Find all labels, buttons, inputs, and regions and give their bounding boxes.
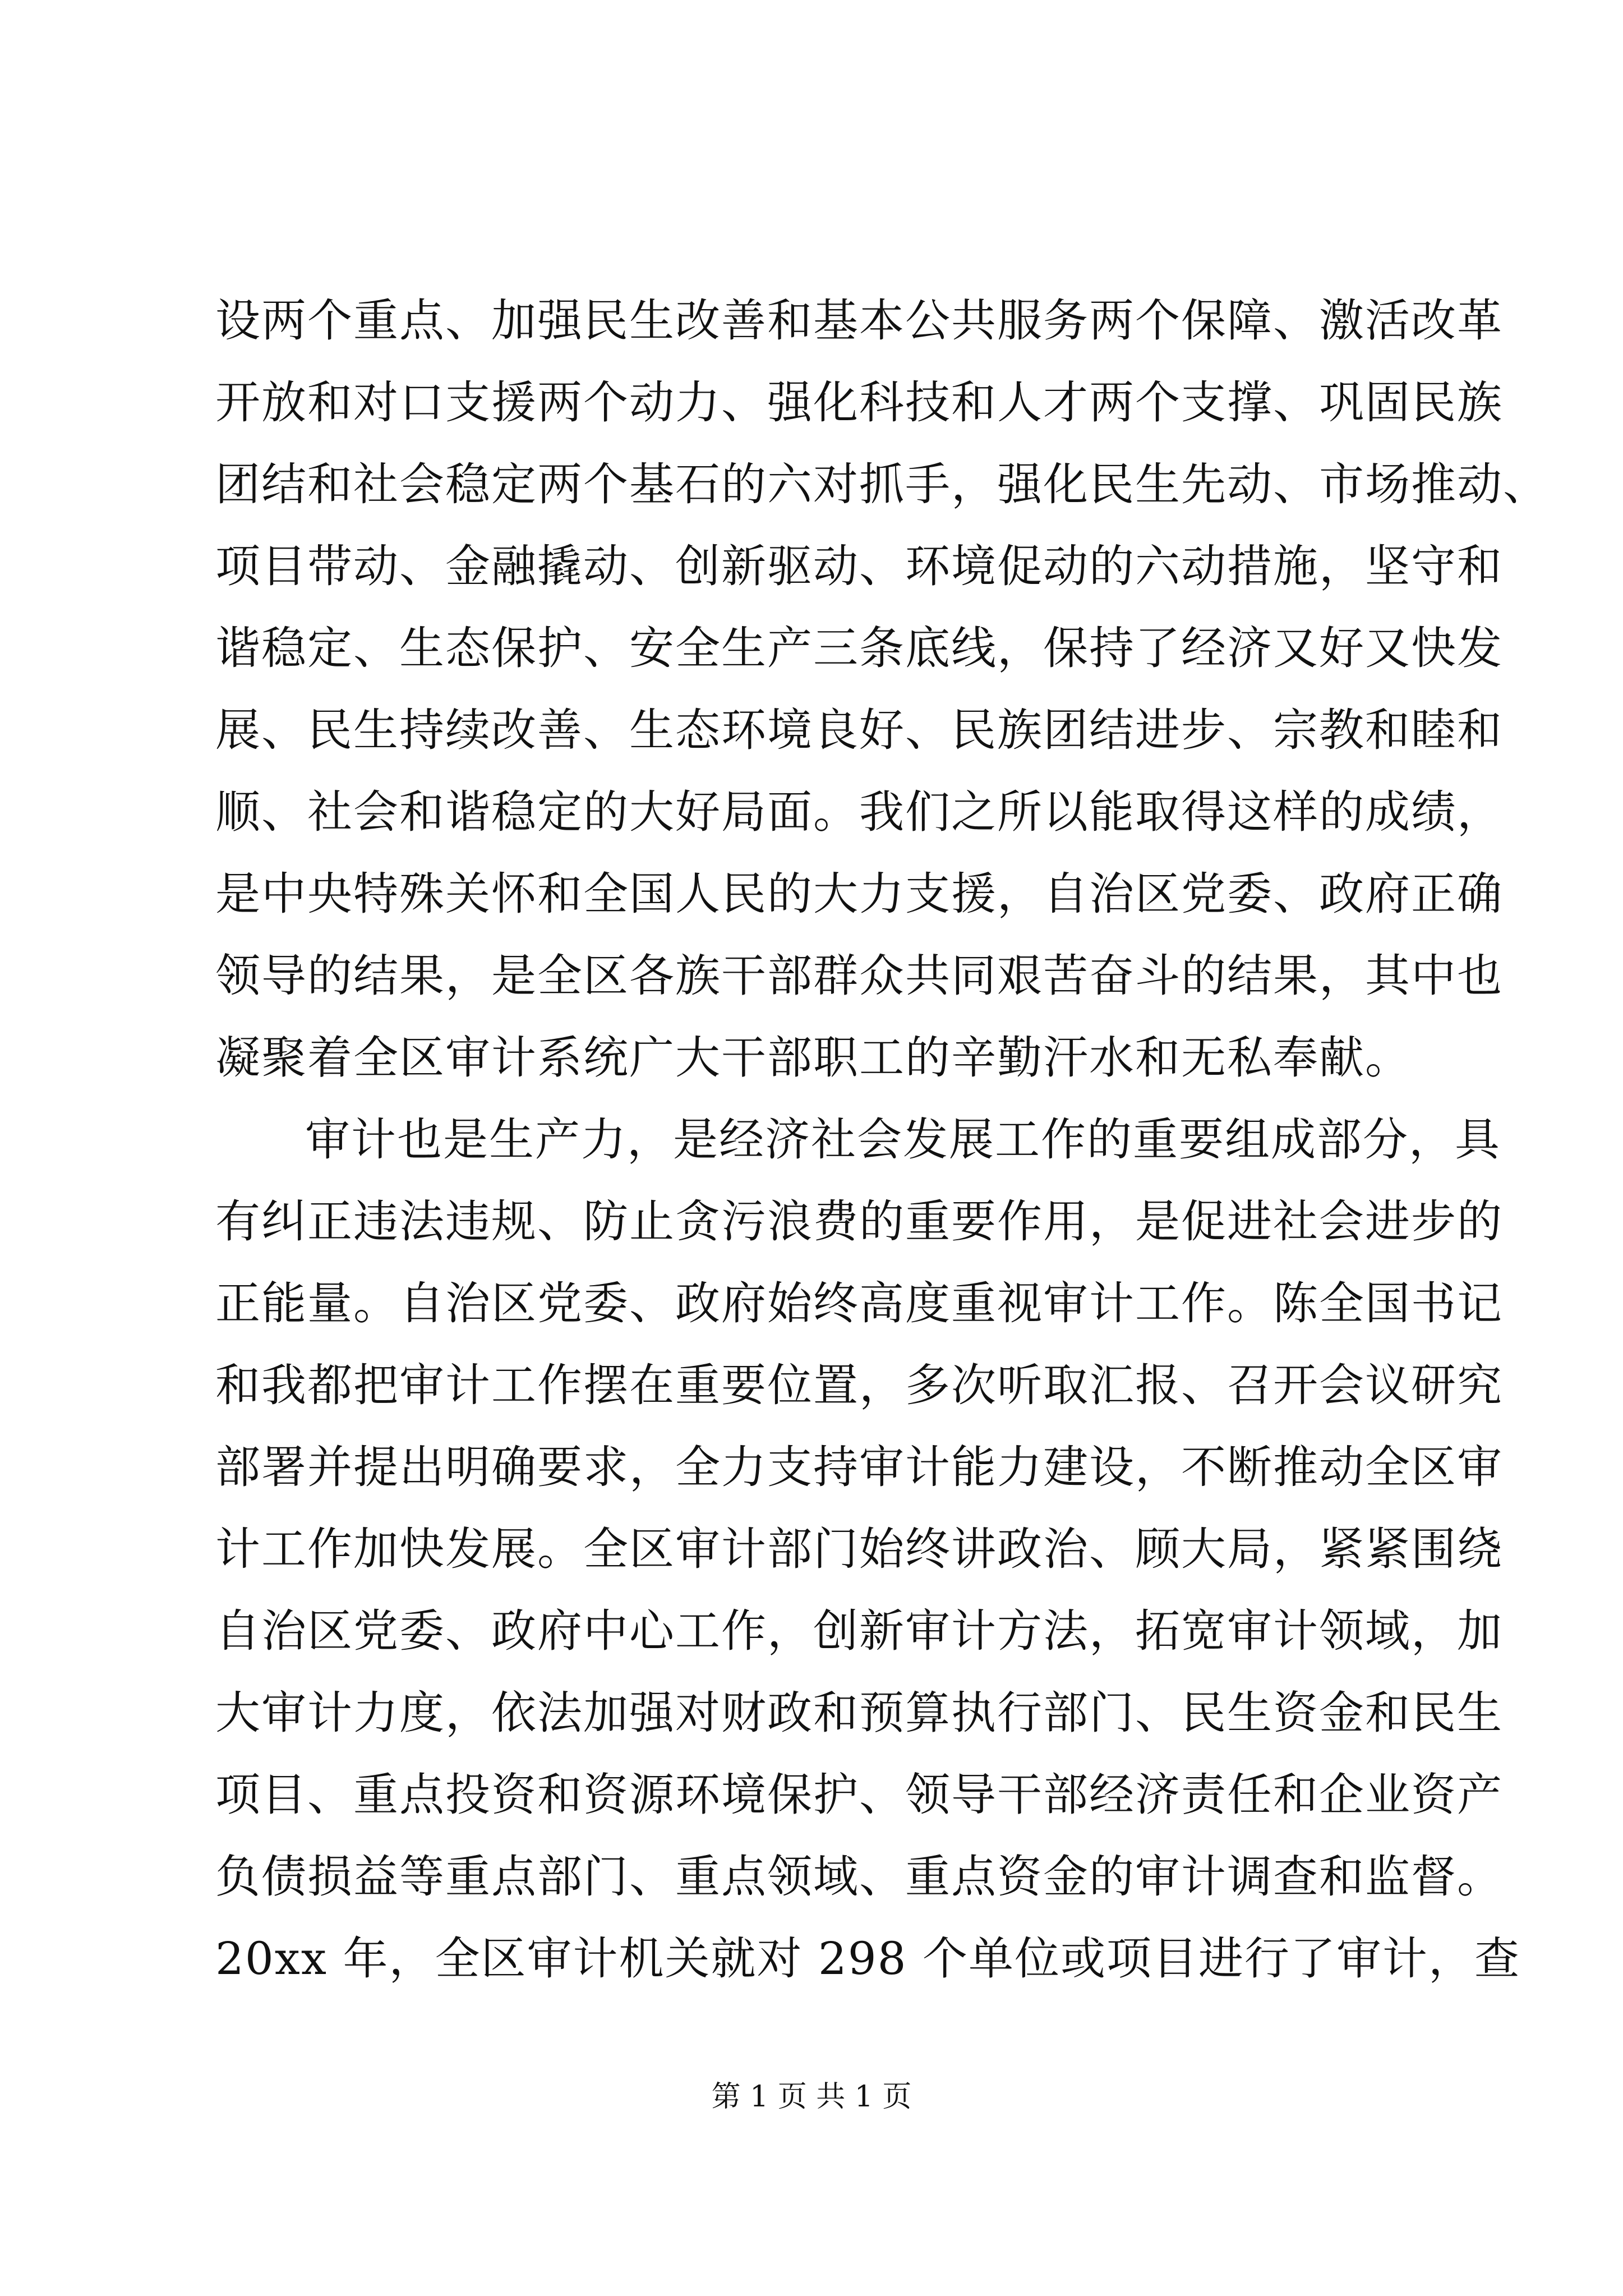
text-line: 20xx 年，全区审计机关就对 298 个单位或项目进行了审计，查 [215,1932,1521,1985]
text-line: 项目、重点投资和资源环境保护、领导干部经济责任和企业资产 [215,1769,1503,1821]
text-line: 正能量。自治区党委、政府始终高度重视审计工作。陈全国书记 [215,1277,1503,1329]
text-line: 有纠正违法违规、防止贪污浪费的重要作用，是促进社会进步的 [215,1195,1503,1248]
text-line: 团结和社会稳定两个基石的六对抓手，强化民生先动、市场推动、 [215,458,1549,510]
text-line: 负债损益等重点部门、重点领域、重点资金的审计调查和监督。 [215,1851,1503,1903]
text-line: 和我都把审计工作摆在重要位置，多次听取汇报、召开会议研究 [215,1359,1503,1411]
text-line: 谐稳定、生态保护、安全生产三条底线，保持了经济又好又快发 [215,622,1503,674]
text-line: 领导的结果，是全区各族干部群众共同艰苦奋斗的结果，其中也 [215,950,1503,1002]
text-line: 项目带动、金融撬动、创新驱动、环境促动的六动措施，坚守和 [215,540,1503,592]
text-line: 是中央特殊关怀和全国人民的大力支援，自治区党委、政府正确 [215,868,1503,920]
page-footer: 第 1 页 共 1 页 [711,2080,912,2114]
text-line: 自治区党委、政府中心工作，创新审计方法，拓宽审计领域，加 [215,1605,1503,1657]
text-line: 开放和对口支援两个动力、强化科技和人才两个支撑、巩固民族 [215,376,1503,429]
text-line: 凝聚着全区审计系统广大干部职工的辛勤汗水和无私奉献。 [215,1032,1411,1084]
text-line: 展、民生持续改善、生态环境良好、民族团结进步、宗教和睦和 [215,704,1503,756]
text-line: 计工作加快发展。全区审计部门始终讲政治、顾大局，紧紧围绕 [215,1523,1503,1575]
text-line-paragraph-start: 审计也是生产力，是经济社会发展工作的重要组成部分，具 [305,1114,1501,1166]
text-line: 顺、社会和谐稳定的大好局面。我们之所以能取得这样的成绩， [215,786,1503,838]
text-line: 大审计力度，依法加强对财政和预算执行部门、民生资金和民生 [215,1687,1503,1739]
text-line: 部署并提出明确要求，全力支持审计能力建设，不断推动全区审 [215,1441,1503,1493]
text-line: 设两个重点、加强民生改善和基本公共服务两个保障、激活改革 [215,295,1503,347]
